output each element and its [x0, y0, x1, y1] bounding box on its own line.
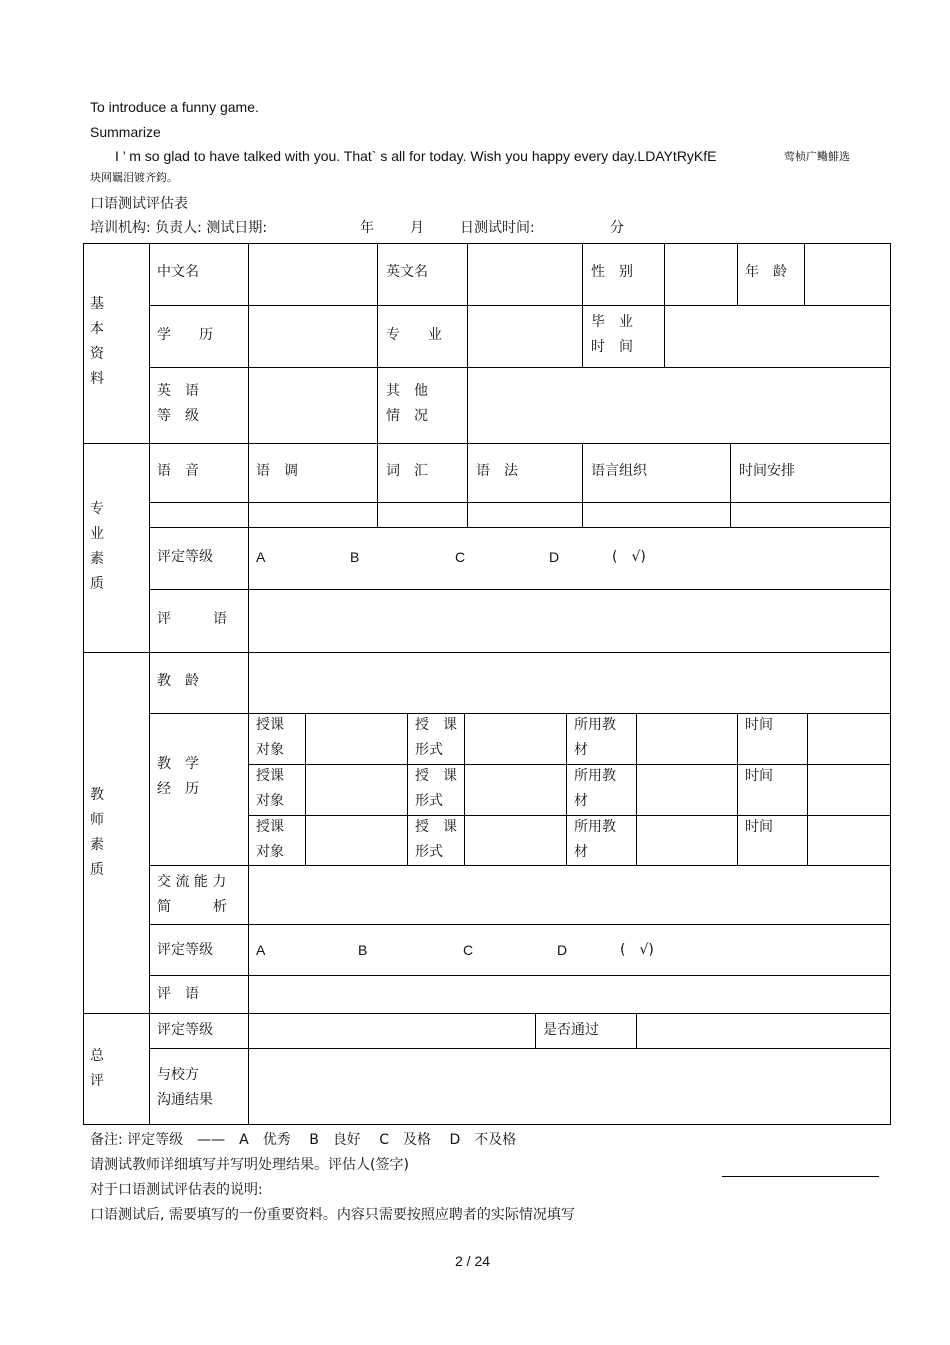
label-intonation: 语 调: [256, 463, 298, 479]
label-grammar: 语 法: [476, 463, 518, 479]
grade-d-prof: D: [549, 549, 560, 565]
intro-line-3: I ’ m so glad to have talked with you. That` s all for today. Wish you happy every day.LDAYtRyKfE: [115, 148, 717, 164]
footer-explain-title: 对于口语测试评估表的说明:: [90, 1182, 263, 1198]
label-comment-teacher: 评 语: [157, 986, 199, 1002]
label-course-form-2: 授 课 形式: [415, 768, 457, 809]
label-grad-time: 毕 业 时 间: [591, 314, 633, 355]
label-gender: 性 别: [591, 264, 633, 280]
form-header-min: 分: [610, 220, 624, 236]
label-course-obj-3: 授课 对象: [256, 819, 284, 860]
label-phonetics: 语 音: [157, 463, 199, 479]
intro-line-1: To introduce a funny game.: [90, 99, 259, 115]
label-time-2: 时间: [745, 768, 773, 784]
label-textbook-1: 所用教 材: [574, 717, 616, 758]
label-time-1: 时间: [745, 717, 773, 733]
label-comm: 交 流 能 力 简 析: [157, 874, 227, 915]
label-age: 年 龄: [745, 264, 787, 280]
label-course-obj-1: 授课 对象: [256, 717, 284, 758]
label-course-form-1: 授 课 形式: [415, 717, 457, 758]
label-time-3: 时间: [745, 819, 773, 835]
label-textbook-3: 所用教 材: [574, 819, 616, 860]
page-number: 2 / 24: [455, 1253, 491, 1269]
label-textbook-2: 所用教 材: [574, 768, 616, 809]
label-education: 学 历: [157, 327, 213, 343]
intro-line-3-tail: 莺桢广鳓鯡选: [784, 150, 850, 163]
label-school-comm: 与校方 沟通结果: [157, 1067, 213, 1108]
section-professional-label: 专 业 素 质: [90, 501, 104, 592]
intro-line-2: Summarize: [90, 124, 161, 140]
label-teach-years: 教 龄: [157, 673, 199, 689]
signature-line: [722, 1176, 879, 1177]
footer-explain-body: 口语测试后, 需要填写的一份重要资料。内容只需要按照应聘者的实际情况填写: [90, 1207, 575, 1223]
label-rating-prof: 评定等级: [157, 549, 213, 565]
grade-a-teacher: A: [256, 942, 266, 958]
form-header-year: 年: [360, 220, 374, 236]
label-teach-exp: 教 学 经 历: [157, 756, 199, 797]
form-header-day: 日测试时间:: [460, 220, 535, 236]
section-teacher-label: 教 师 素 质: [90, 787, 104, 878]
label-rating-total: 评定等级: [157, 1022, 213, 1038]
label-major: 专 业: [386, 327, 442, 343]
label-course-form-3: 授 课 形式: [415, 819, 457, 860]
section-total-label: 总 评: [90, 1048, 104, 1089]
label-other: 其 他 情 况: [386, 383, 428, 424]
label-comment-prof: 评 语: [157, 611, 227, 627]
section-basic-label: 基 本 资 料: [90, 296, 104, 387]
label-vocab: 词 汇: [386, 463, 428, 479]
grade-check-teacher: ( √): [620, 942, 654, 958]
label-time-arr: 时间安排: [739, 463, 795, 479]
grade-c-prof: C: [455, 549, 466, 565]
label-course-obj-2: 授课 对象: [256, 768, 284, 809]
label-eng-level: 英 语 等 级: [157, 383, 199, 424]
label-rating-teacher: 评定等级: [157, 942, 213, 958]
label-cn-name: 中文名: [157, 264, 199, 280]
intro-line-4: 块网羈泪镀齐鈞。: [90, 171, 178, 184]
label-lang-org: 语言组织: [591, 463, 647, 479]
grade-check-prof: ( √): [612, 549, 646, 565]
form-header-org: 培训机构: 负责人: 测试日期:: [90, 220, 268, 236]
label-pass: 是否通过: [543, 1022, 599, 1038]
grade-d-teacher: D: [557, 942, 568, 958]
form-title: 口语测试评估表: [90, 196, 188, 212]
label-en-name: 英文名: [386, 264, 428, 280]
grade-a-prof: A: [256, 549, 266, 565]
footer-fill: 请测试教师详细填写并写明处理结果。评估人(签字): [90, 1157, 409, 1173]
grade-b-prof: B: [350, 549, 360, 565]
grade-c-teacher: C: [463, 942, 474, 958]
footer-note: 备注: 评定等级 —— A 优秀 B 良好 C 及格 D 不及格: [90, 1132, 517, 1148]
grade-b-teacher: B: [358, 942, 368, 958]
form-header-month: 月: [410, 220, 424, 236]
